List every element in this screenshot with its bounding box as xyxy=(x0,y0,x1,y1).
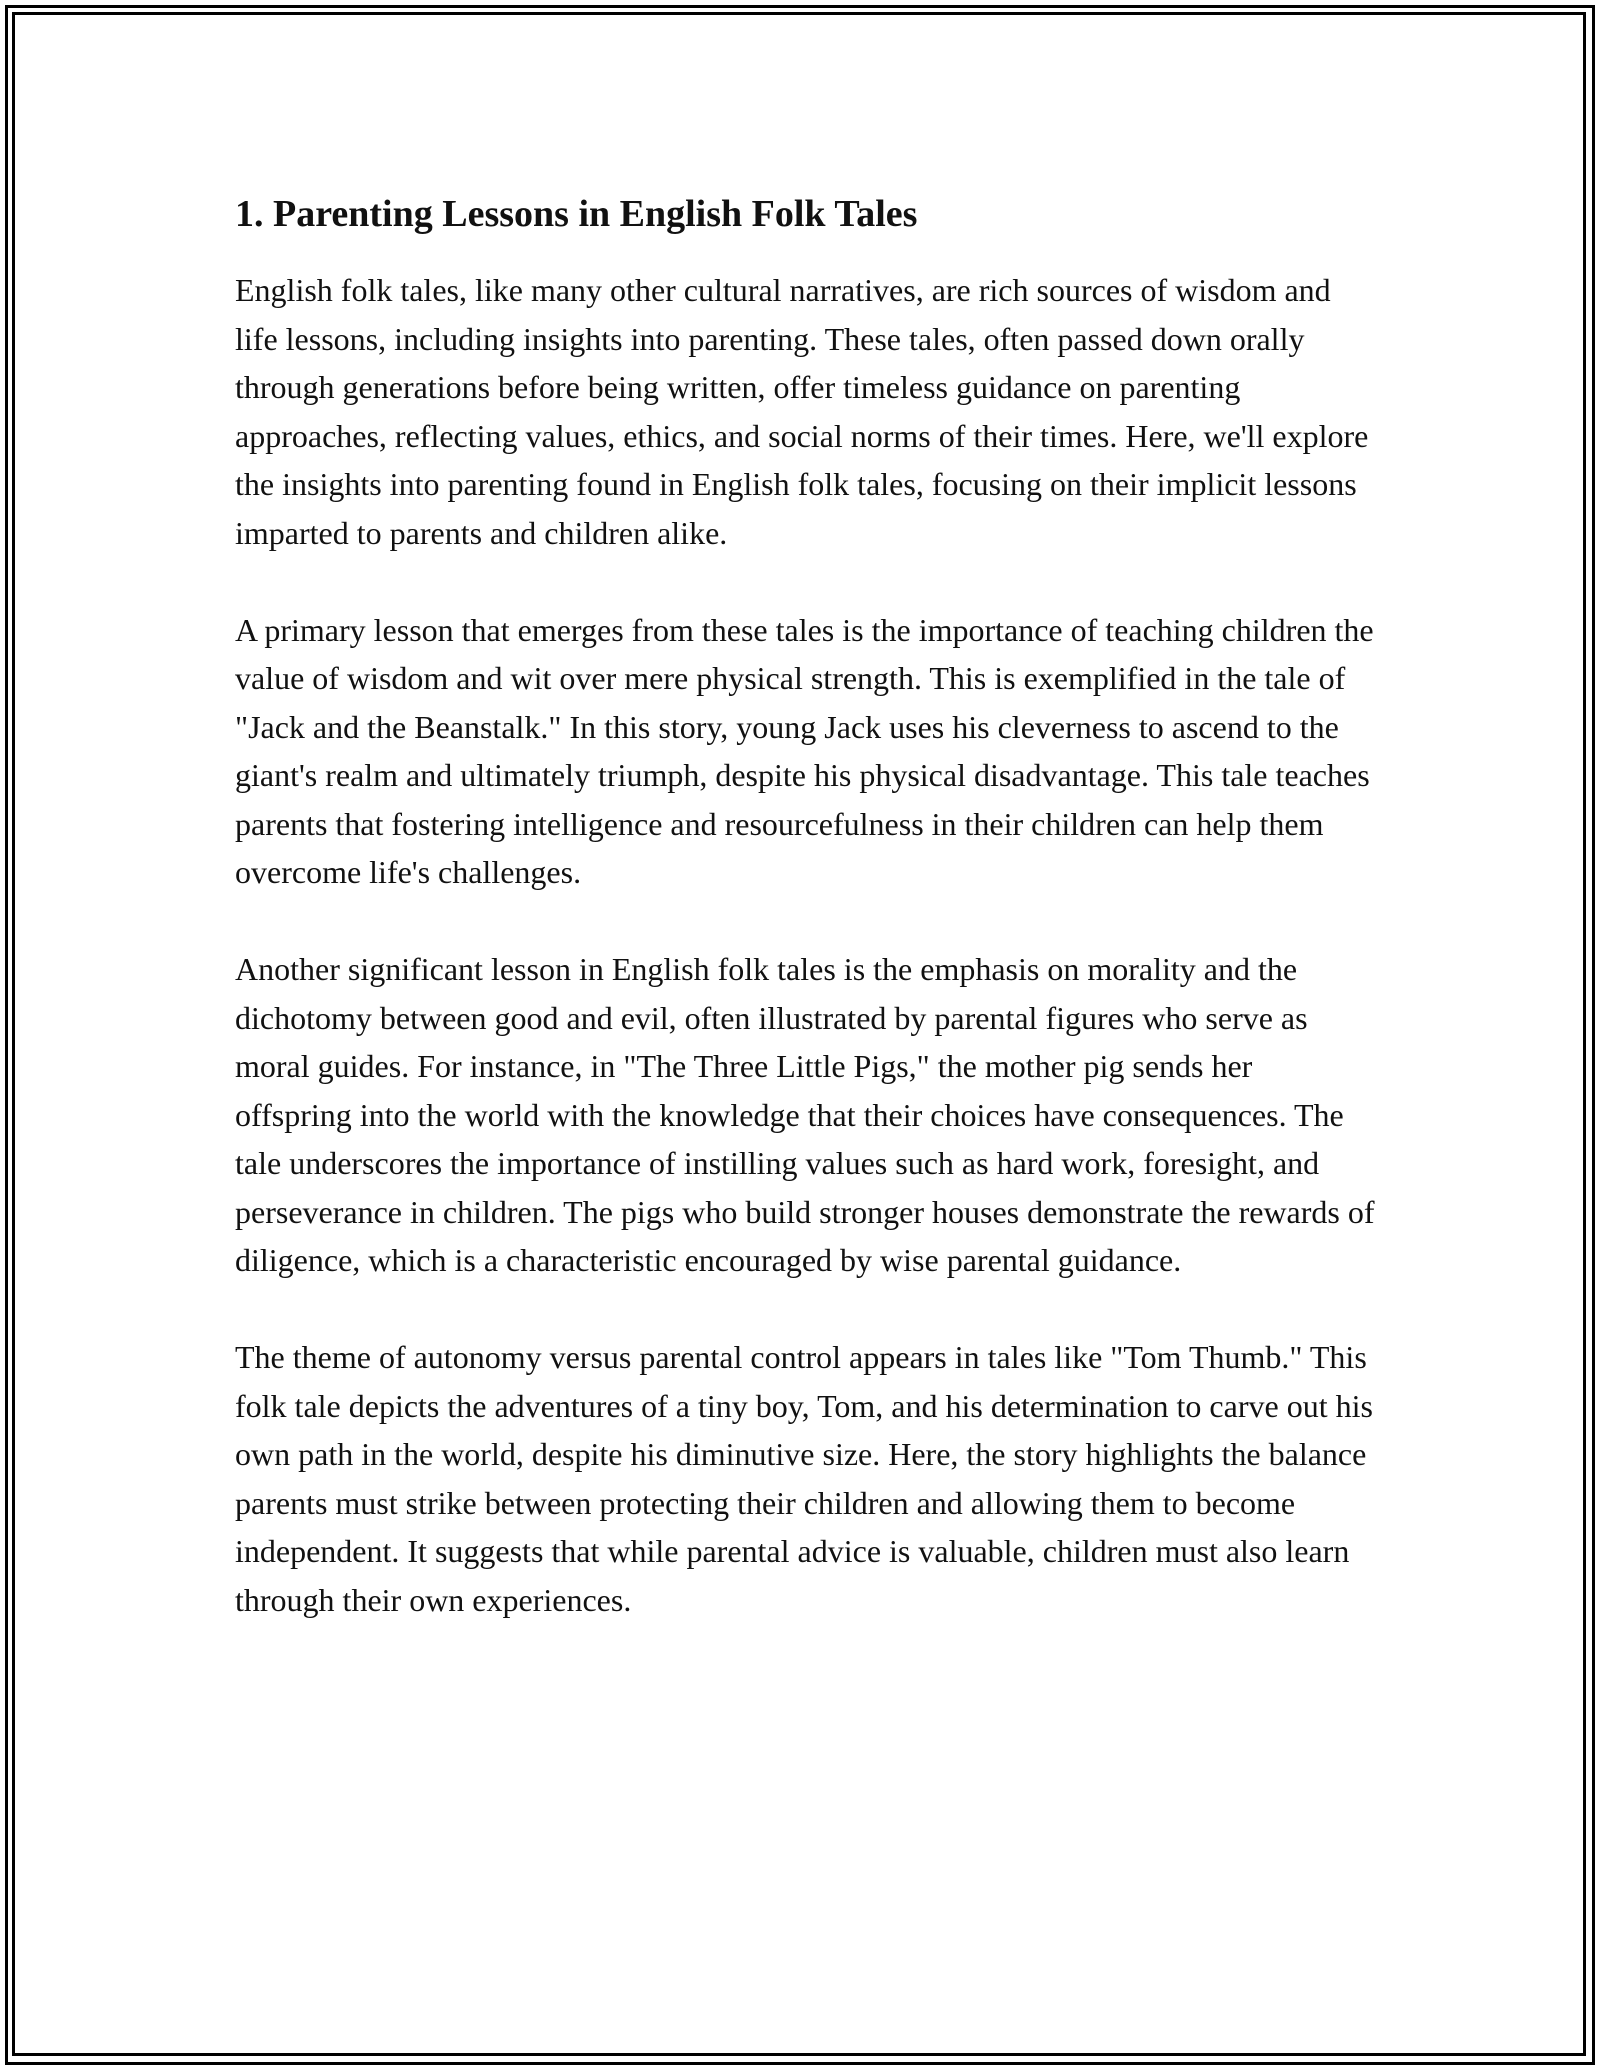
document-body xyxy=(235,188,1375,1673)
paragraph-autonomy: The theme of autonomy versus parental control appears in tales like "Tom Thumb." This folk tale depicts the adventures of a tiny boy, Tom, and his determination to carve out his own path in the world, despite his diminutive size. Here, the story highlights the balance parents must strike between protecting their children and allowing them to become independent. It suggests that while parental advice is valuable, children must also learn through their own experiences. xyxy=(235,1339,1373,1618)
paragraph-intro: English folk tales, like many other cultural narratives, are rich sources of wisdom and life lessons, including insights into parenting. These tales, often passed down orally through generations before being written, offer timeless guidance on parenting approaches, reflecting values, ethics, and social norms of their times. Here, we'll explore the insights into parenting found in English folk tales, focusing on their implicit lessons imparted to parents and children alike. xyxy=(235,272,1369,551)
paragraph-morality: Another significant lesson in English folk tales is the emphasis on morality and the dichotomy between good and evil, often illustrated by parental figures who serve as moral guides. For instance, in "The Three Little Pigs," the mother pig sends her offspring into the world with the knowledge that their choices have consequences. The tale underscores the importance of instilling values such as hard work, foresight, and perseverance in children. The pigs who build stronger houses demonstrate the rewards of diligence, which is a characteristic encouraged by wise parental guidance. xyxy=(235,951,1375,1278)
paragraph-wisdom-over-strength: A primary lesson that emerges from these tales is the importance of teaching children the value of wisdom and wit over mere physical strength. This is exemplified in the tale of "Jack and the Beanstalk." In this story, young Jack uses his cleverness to ascend to the giant's realm and ultimately triumph, despite his physical disadvantage. This tale teaches parents that fostering intelligence and resourcefulness in their children can help them overcome life's challenges. xyxy=(235,611,1374,890)
section-heading: 1. Parenting Lessons in English Folk Tales xyxy=(235,193,918,235)
